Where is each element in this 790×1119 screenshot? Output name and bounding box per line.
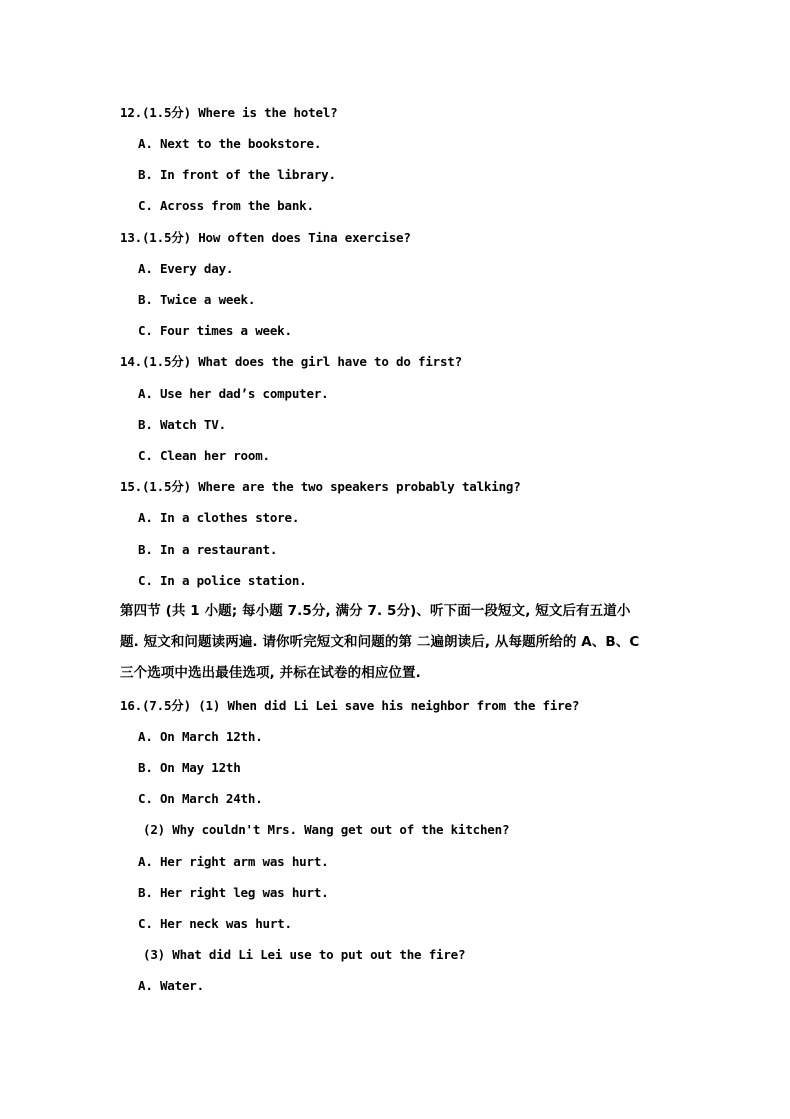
q16-1-option-b: B. On May 12th bbox=[138, 760, 241, 775]
q15-option-a: A. In a clothes store. bbox=[138, 510, 300, 525]
section-4-instructions-line-2: 题. 短文和问题读两遍. 请你听完短文和问题的第 二遍朗读后, 从每题所给的 A、B、C bbox=[120, 634, 640, 650]
q15-option-c: C. In a police station. bbox=[138, 573, 307, 588]
q16-2-option-c: C. Her neck was hurt. bbox=[138, 916, 292, 931]
question-16-3: (3) What did Li Lei use to put out the fire? bbox=[143, 947, 466, 962]
q12-option-b: B. In front of the library. bbox=[138, 167, 336, 182]
question-13: 13.(1.5分) How often does Tina exercise? bbox=[120, 230, 411, 245]
q14-option-b: B. Watch TV. bbox=[138, 417, 226, 432]
q13-option-c: C. Four times a week. bbox=[138, 323, 292, 338]
section-4-instructions-line-1: 第四节 (共 1 小题; 每小题 7.5分, 满分 7. 5分)、听下面一段短文, 短文后有五道小 bbox=[120, 603, 631, 619]
q12-option-a: A. Next to the bookstore. bbox=[138, 136, 322, 151]
question-16-2: (2) Why couldn't Mrs. Wang get out of the kitchen? bbox=[143, 822, 510, 837]
question-14: 14.(1.5分) What does the girl have to do first? bbox=[120, 354, 462, 369]
section-4-instructions-line-3: 三个选项中选出最佳选项, 并标在试卷的相应位置. bbox=[120, 665, 421, 681]
q16-2-option-b: B. Her right leg was hurt. bbox=[138, 885, 329, 900]
question-12: 12.(1.5分) Where is the hotel? bbox=[120, 105, 338, 120]
q15-option-b: B. In a restaurant. bbox=[138, 542, 278, 557]
question-16: 16.(7.5分) (1) When did Li Lei save his neighbor from the fire? bbox=[120, 698, 580, 713]
q12-option-c: C. Across from the bank. bbox=[138, 198, 314, 213]
q13-option-b: B. Twice a week. bbox=[138, 292, 256, 307]
q16-2-option-a: A. Her right arm was hurt. bbox=[138, 854, 329, 869]
question-15: 15.(1.5分) Where are the two speakers probably talking? bbox=[120, 479, 521, 494]
q16-1-option-c: C. On March 24th. bbox=[138, 791, 263, 806]
q14-option-c: C. Clean her room. bbox=[138, 448, 270, 463]
q13-option-a: A. Every day. bbox=[138, 261, 234, 276]
q16-1-option-a: A. On March 12th. bbox=[138, 729, 263, 744]
q14-option-a: A. Use her dad’s computer. bbox=[138, 386, 329, 401]
q16-3-option-a: A. Water. bbox=[138, 978, 204, 993]
